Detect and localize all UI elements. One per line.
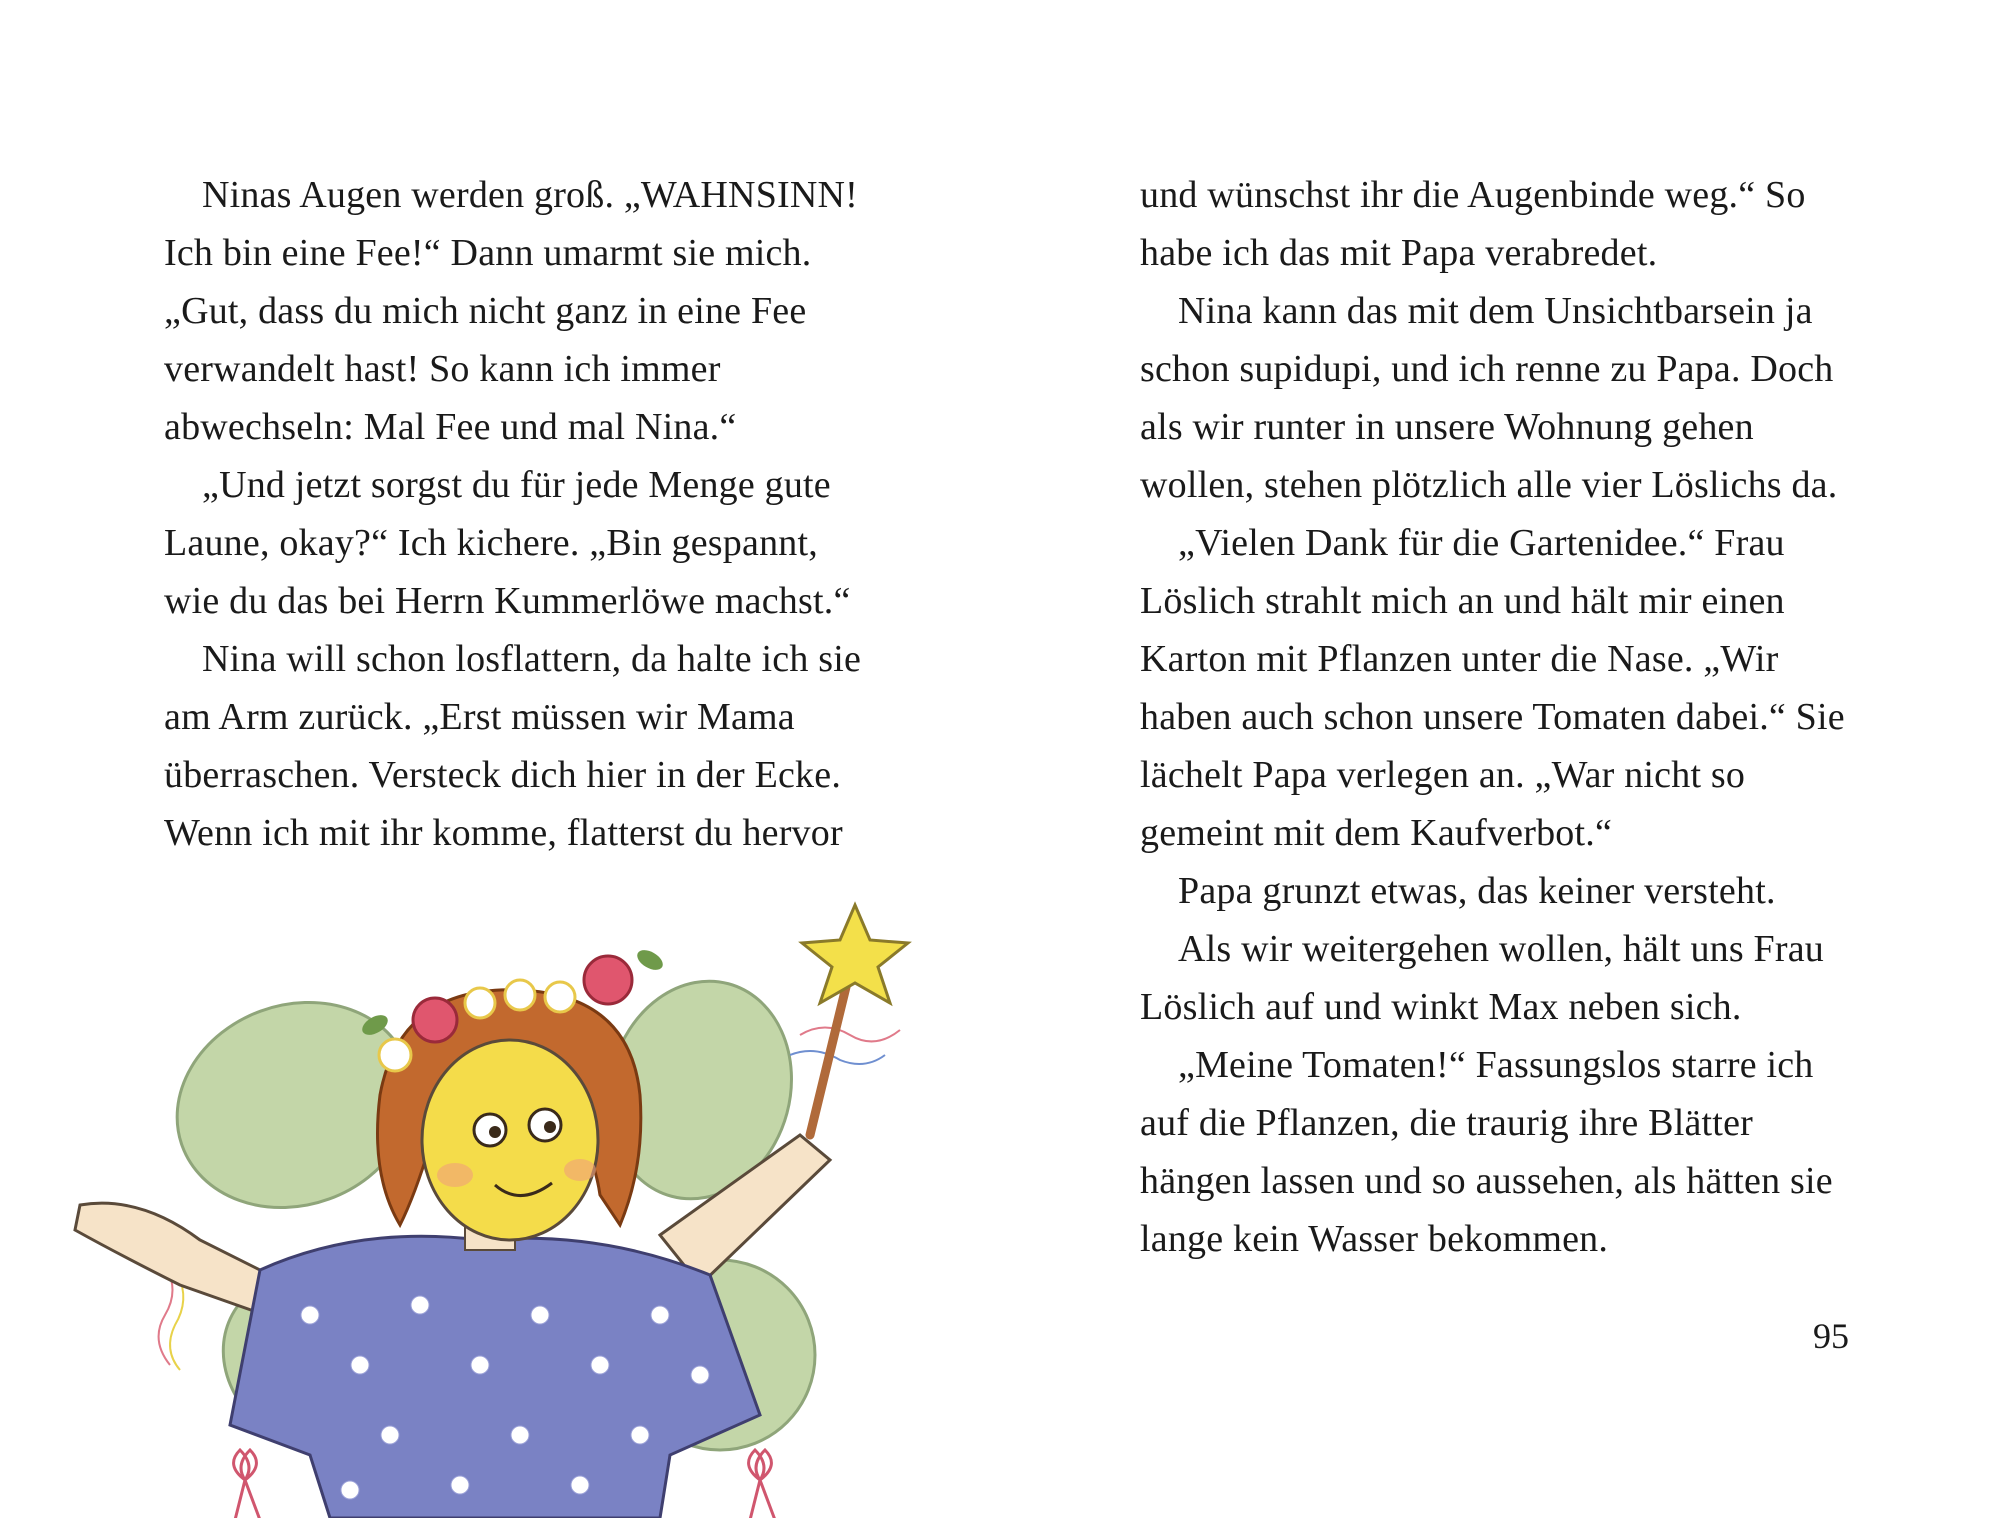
text-line: Ninas Augen werden groß. „WAHNSINN! [202,174,859,216]
text-line: „Meine Tomaten!“ Fassungslos starre ich [1178,1044,1814,1086]
text-line: lächelt Papa verlegen an. „War nicht so [1140,754,1746,796]
text-line: haben auch schon unsere Tomaten dabei.“ Sie [1140,696,1845,738]
text-line: am Arm zurück. „Erst müssen wir Mama [164,696,795,738]
left-arm [75,1203,280,1315]
text-line: verwandelt hast! So kann ich immer [164,348,721,390]
text-line: Als wir weitergehen wollen, hält uns Frau [1178,928,1824,970]
text-line: wie du das bei Herrn Kummerlöwe machst.“ [164,580,851,622]
text-line: habe ich das mit Papa verabredet. [1140,232,1658,274]
text-line: Papa grunzt etwas, das keiner versteht. [1178,870,1776,912]
text-line: Ich bin eine Fee!“ Dann umarmt sie mich. [164,232,812,274]
wand-star [802,905,908,1003]
text-line: lange kein Wasser bekommen. [1140,1218,1609,1260]
text-line: gemeint mit dem Kaufverbot.“ [1140,812,1613,854]
text-line: Löslich auf und winkt Max neben sich. [1140,986,1742,1028]
page-number: 95 [1813,1316,1849,1356]
text-line: Wenn ich mit ihr komme, flatterst du hervor [164,812,843,854]
text-line: Löslich strahlt mich an und hält mir einen [1140,580,1785,622]
text-line: „Vielen Dank für die Gartenidee.“ Frau [1178,522,1785,564]
text-line: Karton mit Pflanzen unter die Nase. „Wir [1140,638,1779,680]
left-text-column [164,166,884,862]
text-line: als wir runter in unsere Wohnung gehen [1140,406,1754,448]
text-line: wollen, stehen plötzlich alle vier Löslichs da. [1140,464,1838,506]
text-line: „Und jetzt sorgst du für jede Menge gute [202,464,831,506]
right-text-column [1140,166,1860,1268]
text-line: Laune, okay?“ Ich kichere. „Bin gespannt, [164,522,818,564]
text-line: Nina kann das mit dem Unsichtbarsein ja [1178,290,1813,332]
text-line: auf die Pflanzen, die traurig ihre Blätter [1140,1102,1753,1144]
text-line: hängen lassen und so aussehen, als hätten sie [1140,1160,1833,1202]
text-line: schon supidupi, und ich renne zu Papa. Doch [1140,348,1834,390]
text-line: Nina will schon losflattern, da halte ich sie [202,638,862,680]
text-line: „Gut, dass du mich nicht ganz in eine Fee [164,290,807,332]
dress [230,1236,760,1518]
text-line: und wünschst ihr die Augenbinde weg.“ So [1140,174,1806,216]
text-line: überraschen. Versteck dich hier in der Ecke. [164,754,842,796]
fairy-girl-illustration [60,895,940,1518]
face [422,1040,598,1240]
text-line: abwechseln: Mal Fee und mal Nina.“ [164,406,737,448]
